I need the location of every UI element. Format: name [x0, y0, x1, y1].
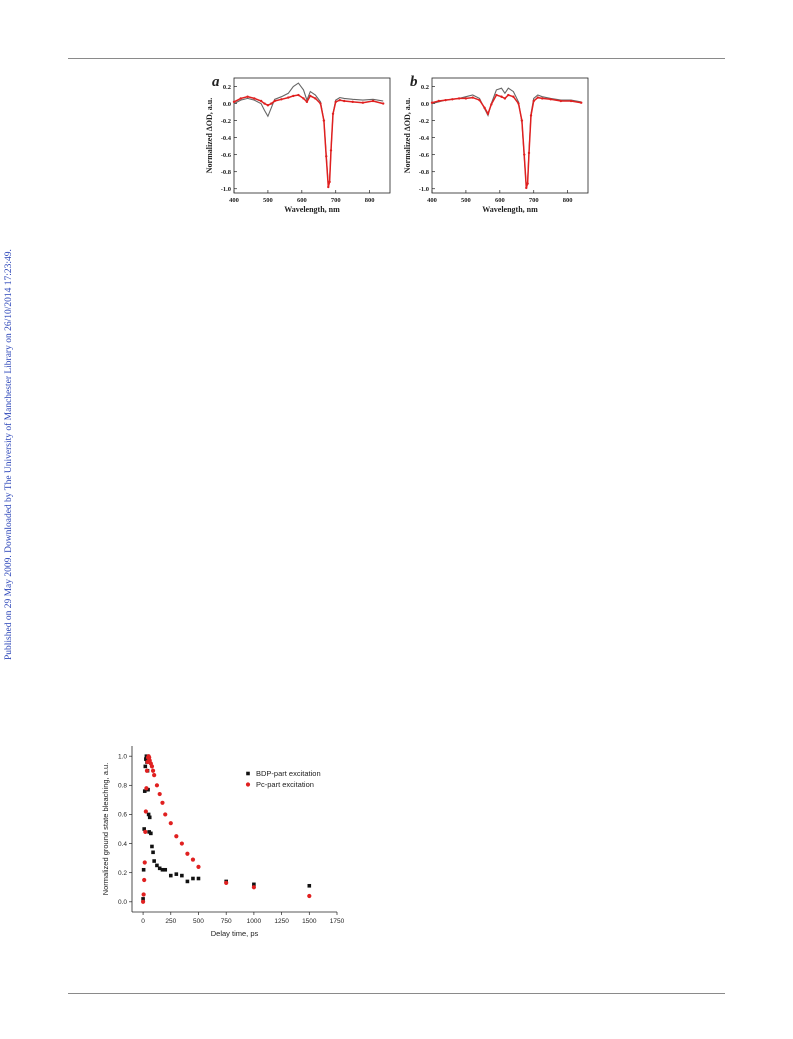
data-point: [163, 868, 167, 872]
data-point: [197, 877, 201, 881]
y-tick-label: -0.6: [418, 151, 429, 159]
data-point: [267, 104, 269, 106]
y-tick-label: -0.4: [418, 134, 429, 142]
data-point: [142, 868, 146, 872]
data-point: [328, 181, 330, 183]
data-point: [541, 97, 543, 99]
y-tick-label: 0.6: [117, 811, 127, 819]
x-tick-label: 400: [229, 197, 239, 204]
data-point: [169, 874, 173, 878]
kinetics-chart: [100, 740, 360, 940]
data-point: [307, 894, 311, 898]
data-point: [507, 94, 509, 96]
data-point: [570, 100, 572, 102]
data-point: [151, 769, 155, 773]
footer-rule: [68, 993, 725, 994]
x-tick-label: 500: [193, 918, 204, 925]
header-rule: [68, 58, 725, 59]
data-point: [191, 857, 195, 861]
series-line-1: [234, 95, 383, 187]
y-axis-label: Normalized ground state bleaching, a.u.: [101, 762, 110, 896]
data-point: [260, 100, 262, 102]
data-point: [292, 95, 294, 97]
data-point: [525, 187, 527, 189]
data-point: [185, 852, 189, 856]
data-point: [431, 102, 433, 104]
data-point: [160, 801, 164, 805]
data-point: [151, 850, 155, 854]
data-point: [306, 101, 308, 103]
data-point: [500, 96, 502, 98]
y-tick-label: -0.2: [220, 117, 231, 125]
data-point: [438, 100, 440, 102]
x-tick-label: 600: [296, 197, 307, 204]
data-point: [280, 98, 282, 100]
data-point: [465, 97, 467, 99]
data-point: [330, 149, 332, 151]
data-point: [240, 97, 242, 99]
data-point: [143, 860, 147, 864]
y-tick-label: -1.0: [220, 186, 231, 194]
data-point: [537, 96, 539, 98]
y-tick-label: -0.8: [220, 169, 231, 177]
data-point: [549, 98, 551, 100]
x-tick-label: 1500: [302, 918, 317, 925]
data-point: [152, 773, 156, 777]
data-point: [521, 119, 523, 121]
data-point: [478, 99, 480, 101]
data-point: [150, 764, 154, 768]
data-point: [351, 101, 353, 103]
data-point: [471, 96, 473, 98]
data-point: [142, 892, 146, 896]
data-point: [362, 102, 364, 104]
data-point: [517, 102, 519, 104]
series-line-1: [432, 95, 581, 188]
data-point: [149, 832, 153, 836]
y-axis-label: Normalized ΔOD, a.u.: [205, 97, 214, 174]
data-point: [175, 872, 179, 876]
data-point: [325, 155, 327, 157]
y-tick-label: 0.0: [222, 100, 231, 108]
y-tick-label: 1.0: [117, 753, 127, 761]
data-point: [273, 100, 275, 102]
spectrum-chart-b: [398, 70, 598, 228]
y-tick-label: -1.0: [418, 186, 429, 194]
y-tick-label: 0.2: [420, 83, 429, 91]
data-point: [458, 97, 460, 99]
data-point: [141, 900, 145, 904]
download-notice: Published on 29 May 2009. Downloaded by The University of Manchester Library on 26/10/2014 17:23:49.: [4, 249, 14, 660]
data-point: [152, 859, 156, 863]
data-point: [263, 102, 265, 104]
x-tick-label: 1750: [329, 918, 345, 925]
x-tick-label: 0: [141, 918, 145, 925]
x-tick-label: 1000: [246, 918, 262, 925]
x-tick-label: 500: [263, 197, 273, 204]
data-point: [270, 102, 272, 104]
data-point: [487, 113, 489, 115]
plot-frame: [234, 78, 390, 193]
y-tick-label: 0.4: [117, 840, 127, 848]
legend-marker: [246, 782, 250, 786]
x-axis-label: Delay time, ps: [210, 929, 259, 938]
data-point: [169, 821, 173, 825]
data-point: [526, 182, 528, 184]
y-tick-label: -0.2: [418, 117, 429, 125]
x-tick-label: 800: [364, 197, 375, 204]
data-point: [314, 97, 316, 99]
data-point: [343, 100, 345, 102]
x-tick-label: 500: [461, 197, 471, 204]
data-point: [319, 102, 321, 104]
data-point: [143, 765, 147, 769]
panel-label: a: [212, 74, 220, 90]
data-point: [142, 878, 146, 882]
x-axis-label: Wavelength, nm: [482, 205, 538, 214]
data-point: [252, 885, 256, 889]
data-point: [490, 103, 492, 105]
data-point: [323, 119, 325, 121]
legend-label: BDP-part excitation: [256, 769, 321, 778]
x-tick-label: 1250: [274, 918, 289, 925]
data-point: [327, 186, 329, 188]
legend-marker: [246, 772, 250, 776]
y-tick-label: 0.0: [420, 100, 429, 108]
data-point: [382, 102, 384, 104]
data-point: [145, 769, 149, 773]
data-point: [523, 153, 525, 155]
data-point: [560, 100, 562, 102]
data-point: [372, 100, 374, 102]
x-tick-label: 250: [165, 918, 177, 925]
data-point: [528, 152, 530, 154]
series-line-0: [432, 88, 581, 186]
x-axis-label: Wavelength, nm: [284, 205, 340, 214]
y-tick-label: 0.0: [117, 899, 127, 907]
x-tick-label: 400: [427, 197, 437, 204]
data-point: [530, 114, 532, 116]
data-point: [335, 101, 337, 103]
data-point: [158, 792, 162, 796]
data-point: [191, 877, 195, 881]
data-point: [155, 783, 159, 787]
data-point: [495, 94, 497, 96]
data-point: [144, 786, 148, 790]
data-point: [180, 841, 184, 845]
y-tick-label: -0.6: [220, 151, 231, 159]
y-tick-label: 0.2: [117, 869, 127, 877]
x-tick-label: 600: [494, 197, 505, 204]
data-point: [302, 97, 304, 99]
data-point: [307, 884, 311, 888]
data-point: [224, 881, 228, 885]
data-point: [186, 880, 190, 884]
data-point: [332, 113, 334, 115]
data-point: [180, 874, 184, 878]
data-point: [287, 96, 289, 98]
x-tick-label: 700: [330, 197, 341, 204]
panel-label: b: [410, 74, 418, 90]
spectrum-chart-a: [200, 70, 400, 228]
x-tick-label: 750: [220, 918, 232, 925]
data-point: [253, 97, 255, 99]
data-point: [451, 98, 453, 100]
data-point: [444, 99, 446, 101]
data-point: [533, 100, 535, 102]
data-point: [150, 845, 154, 849]
data-point: [233, 101, 235, 103]
data-point: [504, 97, 506, 99]
legend-label: Pc-part excitation: [256, 780, 314, 789]
y-tick-label: -0.8: [418, 169, 429, 177]
y-axis-label: Normalized ΔOD, a.u.: [403, 97, 412, 174]
x-tick-label: 700: [528, 197, 539, 204]
data-point: [483, 107, 485, 109]
data-point: [174, 834, 178, 838]
data-point: [297, 94, 299, 96]
x-tick-label: 800: [562, 197, 573, 204]
data-point: [143, 830, 147, 834]
y-tick-label: 0.2: [222, 83, 231, 91]
data-point: [512, 96, 514, 98]
data-point: [148, 816, 152, 820]
y-tick-label: -0.4: [220, 134, 231, 142]
data-point: [580, 102, 582, 104]
data-point: [196, 865, 200, 869]
data-point: [309, 95, 311, 97]
data-point: [246, 96, 248, 98]
data-point: [144, 809, 148, 813]
y-tick-label: 0.8: [117, 782, 127, 790]
data-point: [163, 812, 167, 816]
data-point: [339, 99, 341, 101]
